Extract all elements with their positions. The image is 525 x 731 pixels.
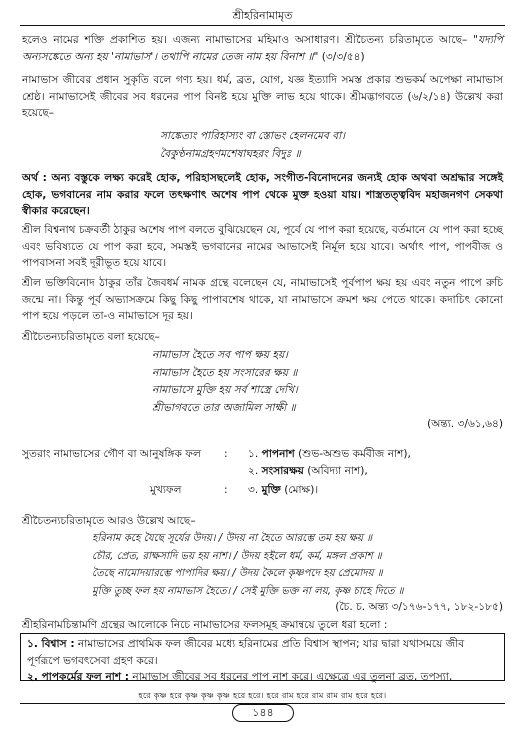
intro-quote: "যদ্যপি অন্যসঙ্কেতে অন্য হয় 'নামাভাস'। তথাপি নামের তেজ নাম হয় বিনাশ ॥" bbox=[22, 34, 503, 63]
paragraph-cc-more bbox=[22, 513, 503, 530]
fruit-item-1 bbox=[248, 446, 411, 462]
paragraph-bhaktivinoda bbox=[22, 275, 503, 325]
verse-line: নামাভাসে মুক্তি হয় সর্ব শাস্ত্রে দেখি। bbox=[152, 384, 298, 396]
intro-reference: (৩/৩/৫৪) bbox=[318, 50, 365, 63]
fruit-item-3 bbox=[248, 482, 318, 498]
verse-line: হরিনাম কহে যৈছে সূর্যের উদয়। / উদয় না হৈতে আরম্ভে তম হয় ক্ষয় ॥ bbox=[92, 533, 372, 544]
fruit-item-2 bbox=[248, 463, 368, 479]
paragraph-intro bbox=[22, 32, 503, 65]
verse-line: তৈছে নামোদয়ারম্ভে পাপাদির ক্ষয়। / উদয় কৈলে কৃষ্ণপদে হয় প্রেমোদয় ॥ bbox=[92, 568, 383, 579]
results-box bbox=[20, 633, 505, 681]
fruit-note: (অবিদ্যা নাশ), bbox=[303, 465, 368, 477]
secondary-fruit-label: সুতরাং নামাভাসের গৌণ বা আনুষঙ্গিক ফল bbox=[22, 448, 201, 460]
verse-reference: (চৈ. চ. অন্ত্য ৩/১৭৬-১৭৭, ১৮২-১৮৫) bbox=[335, 601, 503, 613]
paragraph-namabhasa bbox=[22, 72, 503, 122]
cc-intro-text: শ্রীচৈতন্যচরিতামৃতে বলা হয়েছে– bbox=[22, 331, 160, 343]
meaning-paragraph bbox=[22, 170, 503, 220]
verse-line: নামাভাস হৈতে সব পাপ ক্ষয় হয়। bbox=[152, 349, 288, 361]
verse-harinama bbox=[92, 530, 495, 600]
colon-separator: : bbox=[224, 484, 228, 496]
page-title: শ্রীহরিনামামৃত bbox=[232, 9, 293, 22]
mahamantra-band: হরে কৃষ্ণ হরে কৃষ্ণ কৃষ্ণ কৃষ্ণ হরে হরে। হরে রাম হরে রাম রাম রাম হরে হরে। bbox=[138, 691, 387, 700]
fruit-name: মুক্তি bbox=[261, 484, 281, 496]
running-header bbox=[20, 8, 505, 26]
verse-reference: (অন্ত্য. ৩/৬১,৬৪) bbox=[427, 418, 503, 430]
fruit-number: ১. bbox=[248, 448, 259, 460]
result-label: ১. বিশ্বাস : bbox=[27, 638, 75, 650]
fruit-number: ২. bbox=[248, 465, 259, 477]
fruit-number: ৩. bbox=[248, 484, 259, 496]
result-text: নামাভাসের প্রাথমিক ফল জীবের মধ্যে হরিনামের প্রতি বিশ্বাস স্থাপন; যার দ্বারা যথাসময়ে জীব পূর্ণরূপে ভগবৎসেবা গ্রহণ করে। bbox=[27, 638, 465, 667]
sanskrit-line: বৈকুণ্ঠনামগ্রহণমশেষাঘহরং বিদুঃ ॥ bbox=[160, 147, 301, 160]
paragraph-vishwanath bbox=[22, 222, 503, 272]
paragraph-chintamani bbox=[22, 617, 503, 634]
vishwanath-text: শ্রীল বিশ্বনাথ চক্রবর্তী ঠাকুর অশেষ পাপ বলতে বুঝিয়েছেন যে, পূর্বে যে পাপ করা হয়েছে, বর্তমানে যে পাপ করা হচ্ছে এবং ভবিষ্যতে যে পাপ করা হবে, সমস্তই ভগবানের নামের আভাসেই নির্মূল হয়ে যাবে। অর্থাৎ পাপ, পাপবীজ ও পাপবাসনা সবই দূরীভূত হয়ে যাবে। bbox=[22, 224, 503, 269]
verse-line: নামাভাস হৈতে হয় সংসারের ক্ষয় ॥ bbox=[152, 366, 298, 379]
intro-text: হলেও নামের শক্তি প্রকাশিত হয়। এজন্য নামাভাসের মহিমাও অসাধারণ। শ্রীচৈতন্য চরিতামৃতে আছে– bbox=[22, 34, 474, 46]
result-item-faith bbox=[27, 636, 498, 669]
colon-separator: : bbox=[224, 448, 228, 460]
chintamani-text: শ্রীহরিনামচিন্তামণি গ্রন্থের আলোকে নিচে নামাভাসের ফলসমূহ ক্রমান্বয়ে তুলে ধরা হলো : bbox=[22, 619, 388, 631]
fruit-name: পাপনাশ bbox=[261, 448, 295, 460]
verse-line: শ্রীভাগবতে তার অজামিল সাক্ষী ॥ bbox=[152, 401, 296, 414]
meaning-label: অর্থ : bbox=[22, 172, 47, 184]
fruit-note: (শুভ-অশুভ কর্মবীজ নাশ), bbox=[294, 448, 411, 460]
verse-line: মুক্তি তুচ্ছ ফল হয় নামাভাস হৈতে। / সেই মুক্তি ভক্ত না লয়, কৃষ্ণ চাহে দিতে ॥ bbox=[92, 585, 404, 597]
meaning-text: অন্য বস্তুকে লক্ষ্য করেই হোক, পরিহাসছলেই হোক, সংগীত-বিনোদনের জন্যই হোক অথবা অশ্রদ্ধার সঙ্গেই হোক, ভগবানের নাম করার ফলে তৎক্ষণাৎ অশেষ পাপ থেকে মুক্ত হওয়া যায়। শাস্ত্রতত্ত্ববিদ মহাজনগণ সেকথা স্বীকার করেছেন। bbox=[22, 172, 503, 217]
result-item-sin-destruction bbox=[27, 669, 498, 686]
page-number: ১৪৪ bbox=[232, 704, 294, 722]
paragraph-cc-intro bbox=[22, 329, 503, 346]
result-text: নামাভাস জীবের সব ধরনের পাপ নাশ করে। এক্ষেত্রে এর তুলনা ব্রত, তপস্যা, bbox=[129, 671, 453, 683]
primary-fruit-label: মুখ্যফল bbox=[150, 484, 182, 496]
result-label: ২. পাপকর্মের ফল নাশ : bbox=[27, 671, 130, 683]
verse-line: চৌর, প্রেত, রাক্ষসাদি ভয় হয় নাশ। / উদয় হইলে ধর্ম, কর্ম, মঙ্গল প্রকাশ ॥ bbox=[92, 550, 382, 562]
fruit-name: সংসারক্ষয় bbox=[261, 465, 304, 477]
cc-more-text: শ্রীচৈতন্যচরিতামৃতে আরও উল্লেখ আছে– bbox=[22, 515, 196, 527]
fruit-note: (মোক্ষ)। bbox=[280, 484, 319, 496]
sanskrit-line: সাঙ্কেত্যং পারিহাস্যং বা স্তোভং হেলনমেব বা। bbox=[160, 130, 346, 142]
verse-namabhasa bbox=[152, 347, 495, 417]
bhaktivinoda-text: শ্রীল ভক্তিবিনোদ ঠাকুর তাঁর জৈবধর্ম নামক গ্রন্থে বলেছেন যে, নামাভাসেই পূর্বপাপ ক্ষয় হয় এবং নতুন পাপে রুচি জন্মে না। কিন্তু পূর্ব অভ্যাসক্রমে কিছু কিছু পাপাবশেষ থাকে, যা নামাভাসে ক্রমশ ক্ষয় পেতে থাকে। কদাচিৎ কোনো পাপ হয়ে পড়লে তা-ও নামাভাসে দূর হয়। bbox=[22, 277, 503, 322]
namabhasa-text: নামাভাস জীবের প্রধান সুকৃতি বলে গণ্য হয়। ধর্ম, ব্রত, যোগ, যজ্ঞ ইত্যাদি সমস্ত প্রকার শুভকর্ম অপেক্ষা নামাভাস শ্রেষ্ঠ। নামাভাসেই জীবের সব ধরনের পাপ বিনষ্ট হয়ে মুক্তি লাভ হয়ে থাকে। শ্রীমদ্ভাগবতে (৬/২/১৪) উল্লেখ করা হয়েছে– bbox=[22, 74, 503, 119]
sanskrit-verse bbox=[160, 128, 495, 163]
